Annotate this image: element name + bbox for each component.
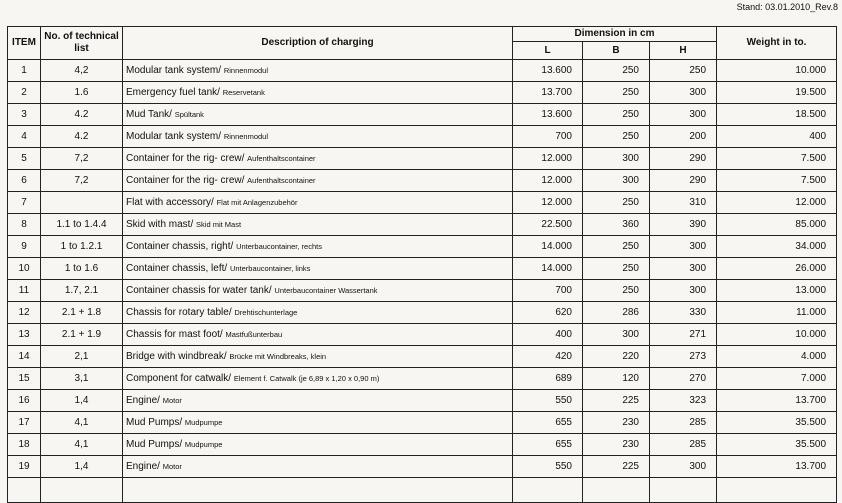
cell-technical-list: 2.1 + 1.8 (41, 302, 123, 324)
table-row (8, 434, 837, 456)
cell-item: 8 (8, 214, 41, 236)
description-german: Aufenthaltscontainer (247, 175, 316, 185)
cell-description (123, 390, 513, 412)
empty-cell (513, 478, 583, 503)
description-english: Container chassis, right/ (126, 240, 234, 252)
cell-length: 400 (513, 324, 583, 346)
table-row (8, 148, 837, 170)
cell-width: 300 (583, 324, 650, 346)
description-german: Element f. Catwalk (je 6,89 x 1,20 x 0,90 m) (233, 373, 380, 383)
cell-length: 12.000 (513, 170, 583, 192)
cell-height: 250 (650, 60, 717, 82)
cell-height: 285 (650, 434, 717, 456)
cell-technical-list: 4,1 (41, 434, 123, 456)
description-english: Emergency fuel tank/ (126, 86, 220, 98)
cell-height: 200 (650, 126, 717, 148)
cell-width: 225 (583, 390, 650, 412)
cell-height: 390 (650, 214, 717, 236)
cell-height: 285 (650, 412, 717, 434)
cell-width: 360 (583, 214, 650, 236)
cell-height: 271 (650, 324, 717, 346)
header-dimension: Dimension in cm (513, 27, 717, 42)
cell-width: 300 (583, 148, 650, 170)
cell-weight: 11.000 (717, 302, 837, 324)
revision-stamp: Stand: 03.01.2010_Rev.8 (736, 2, 838, 12)
cell-width: 250 (583, 192, 650, 214)
cell-height: 300 (650, 104, 717, 126)
cell-weight: 13.700 (717, 390, 837, 412)
table-row (8, 192, 837, 214)
cell-weight: 4.000 (717, 346, 837, 368)
cell-length: 550 (513, 390, 583, 412)
cell-width: 120 (583, 368, 650, 390)
cell-height: 300 (650, 456, 717, 478)
header-weight: Weight in to. (717, 27, 837, 60)
description-english: Chassis for rotary table/ (126, 306, 232, 318)
table-row (8, 390, 837, 412)
cell-description (123, 104, 513, 126)
table-row (8, 214, 837, 236)
description-english: Container chassis for water tank/ (126, 284, 272, 296)
cell-description (123, 170, 513, 192)
description-english: Skid with mast/ (126, 218, 194, 230)
empty-cell (8, 478, 41, 503)
cell-length: 13.700 (513, 82, 583, 104)
cell-description (123, 148, 513, 170)
cell-item: 15 (8, 368, 41, 390)
table-row (8, 368, 837, 390)
cell-technical-list: 2,1 (41, 346, 123, 368)
cell-item: 18 (8, 434, 41, 456)
cell-technical-list: 7,2 (41, 148, 123, 170)
description-english: Chassis for mast foot/ (126, 328, 223, 340)
cell-length: 655 (513, 412, 583, 434)
table-row (8, 412, 837, 434)
cell-length: 655 (513, 434, 583, 456)
description-german: Flat mit Anlagenzubehör (216, 197, 298, 207)
cell-height: 330 (650, 302, 717, 324)
cell-description (123, 192, 513, 214)
cell-length: 700 (513, 280, 583, 302)
header-description: Description of charging (123, 27, 513, 60)
cell-length: 620 (513, 302, 583, 324)
cell-technical-list: 1,4 (41, 456, 123, 478)
description-english: Mud Pumps/ (126, 416, 183, 428)
cell-height: 300 (650, 258, 717, 280)
header-item: ITEM (8, 27, 41, 60)
table-row (8, 258, 837, 280)
cell-item: 16 (8, 390, 41, 412)
cell-technical-list: 4.2 (41, 126, 123, 148)
cell-width: 250 (583, 82, 650, 104)
table-row (8, 126, 837, 148)
description-german: Spültank (174, 109, 204, 119)
cell-description (123, 214, 513, 236)
table-row (8, 82, 837, 104)
cell-length: 689 (513, 368, 583, 390)
cell-technical-list: 1 to 1.6 (41, 258, 123, 280)
cell-length: 22.500 (513, 214, 583, 236)
description-english: Container for the rig- crew/ (126, 152, 245, 164)
description-german: Drehtischunterlage (234, 307, 298, 317)
cell-item: 4 (8, 126, 41, 148)
cell-height: 290 (650, 148, 717, 170)
cell-height: 300 (650, 236, 717, 258)
cell-weight: 19.500 (717, 82, 837, 104)
description-english: Modular tank system/ (126, 64, 222, 76)
description-german: Motor (162, 461, 182, 471)
cell-item: 9 (8, 236, 41, 258)
table-row (8, 280, 837, 302)
cell-length: 12.000 (513, 148, 583, 170)
cell-width: 250 (583, 236, 650, 258)
cell-technical-list: 4,2 (41, 60, 123, 82)
cell-weight: 34.000 (717, 236, 837, 258)
cell-description (123, 258, 513, 280)
cell-weight: 13.700 (717, 456, 837, 478)
cell-length: 420 (513, 346, 583, 368)
description-german: Unterbaucontainer Wassertank (274, 285, 378, 295)
cell-description (123, 456, 513, 478)
cell-width: 250 (583, 60, 650, 82)
cell-weight: 7.500 (717, 170, 837, 192)
cell-height: 273 (650, 346, 717, 368)
description-english: Modular tank system/ (126, 130, 222, 142)
description-english: Flat with accessory/ (126, 196, 214, 208)
description-german: Mudpumpe (184, 439, 223, 449)
cell-description (123, 412, 513, 434)
description-german: Rinnenmodul (223, 65, 269, 75)
description-german: Mastfußunterbau (225, 329, 283, 339)
description-german: Reservetank (222, 87, 265, 97)
description-german: Motor (162, 395, 182, 405)
description-english: Engine/ (126, 460, 160, 472)
cell-weight: 400 (717, 126, 837, 148)
description-english: Container for the rig- crew/ (126, 174, 245, 186)
cell-item: 7 (8, 192, 41, 214)
table-row (8, 104, 837, 126)
empty-cell (650, 478, 717, 503)
cell-weight: 12.000 (717, 192, 837, 214)
table-row (8, 60, 837, 82)
table-row (8, 302, 837, 324)
cell-technical-list: 1,4 (41, 390, 123, 412)
description-english: Component for catwalk/ (126, 372, 232, 384)
cell-length: 13.600 (513, 60, 583, 82)
table-row (8, 456, 837, 478)
cell-item: 14 (8, 346, 41, 368)
description-german: Skid mit Mast (196, 219, 242, 229)
cell-weight: 26.000 (717, 258, 837, 280)
cell-item: 2 (8, 82, 41, 104)
cell-description (123, 126, 513, 148)
empty-row (8, 478, 837, 503)
cell-item: 3 (8, 104, 41, 126)
cell-length: 13.600 (513, 104, 583, 126)
cell-length: 14.000 (513, 258, 583, 280)
cell-description (123, 82, 513, 104)
empty-cell (583, 478, 650, 503)
description-english: Mud Tank/ (126, 108, 172, 120)
cell-height: 323 (650, 390, 717, 412)
cell-technical-list: 1.6 (41, 82, 123, 104)
description-german: Unterbaucontainer, links (229, 263, 311, 273)
cell-width: 225 (583, 456, 650, 478)
cell-weight: 35.500 (717, 434, 837, 456)
cell-item: 13 (8, 324, 41, 346)
header-h: H (650, 42, 717, 60)
cell-description (123, 236, 513, 258)
cell-item: 12 (8, 302, 41, 324)
table-row (8, 236, 837, 258)
charging-table (7, 26, 837, 503)
cell-length: 550 (513, 456, 583, 478)
cell-width: 300 (583, 170, 650, 192)
cell-description (123, 368, 513, 390)
cell-length: 12.000 (513, 192, 583, 214)
empty-cell (41, 478, 123, 503)
cell-weight: 10.000 (717, 324, 837, 346)
cell-weight: 85.000 (717, 214, 837, 236)
cell-weight: 7.000 (717, 368, 837, 390)
table-row (8, 170, 837, 192)
cell-height: 300 (650, 82, 717, 104)
empty-cell (717, 478, 837, 503)
cell-description (123, 280, 513, 302)
cell-width: 286 (583, 302, 650, 324)
description-german: Mudpumpe (184, 417, 223, 427)
cell-item: 19 (8, 456, 41, 478)
description-english: Bridge with windbreak/ (126, 350, 227, 362)
cell-length: 14.000 (513, 236, 583, 258)
cell-item: 5 (8, 148, 41, 170)
cell-weight: 13.000 (717, 280, 837, 302)
cell-weight: 7.500 (717, 148, 837, 170)
cell-item: 17 (8, 412, 41, 434)
cell-width: 250 (583, 258, 650, 280)
cell-width: 220 (583, 346, 650, 368)
empty-cell (123, 478, 513, 503)
cell-description (123, 346, 513, 368)
cell-technical-list: 1 to 1.2.1 (41, 236, 123, 258)
cell-width: 230 (583, 412, 650, 434)
cell-item: 6 (8, 170, 41, 192)
cell-technical-list: 2.1 + 1.9 (41, 324, 123, 346)
description-english: Mud Pumps/ (126, 438, 183, 450)
cell-technical-list: 4.2 (41, 104, 123, 126)
cell-height: 270 (650, 368, 717, 390)
cell-technical-list (41, 192, 123, 214)
cell-technical-list: 7,2 (41, 170, 123, 192)
description-english: Container chassis, left/ (126, 262, 228, 274)
description-english: Engine/ (126, 394, 160, 406)
cell-item: 11 (8, 280, 41, 302)
description-german: Brücke mit Windbreaks, klein (229, 351, 327, 361)
description-german: Aufenthaltscontainer (247, 153, 316, 163)
cell-description (123, 434, 513, 456)
table-row (8, 324, 837, 346)
cell-weight: 18.500 (717, 104, 837, 126)
cell-width: 250 (583, 280, 650, 302)
table-body (8, 60, 837, 503)
cell-length: 700 (513, 126, 583, 148)
cell-width: 250 (583, 104, 650, 126)
cell-height: 310 (650, 192, 717, 214)
description-german: Rinnenmodul (223, 131, 269, 141)
cell-description (123, 60, 513, 82)
cell-description (123, 324, 513, 346)
cell-technical-list: 1.1 to 1.4.4 (41, 214, 123, 236)
cell-height: 290 (650, 170, 717, 192)
header-technical-list: No. of technical list (41, 27, 123, 60)
cell-description (123, 302, 513, 324)
cell-width: 250 (583, 126, 650, 148)
cell-item: 10 (8, 258, 41, 280)
cell-technical-list: 3,1 (41, 368, 123, 390)
header-l: L (513, 42, 583, 60)
cell-weight: 10.000 (717, 60, 837, 82)
cell-item: 1 (8, 60, 41, 82)
table-row (8, 346, 837, 368)
cell-technical-list: 1.7, 2.1 (41, 280, 123, 302)
header-b: B (583, 42, 650, 60)
cell-height: 300 (650, 280, 717, 302)
cell-weight: 35.500 (717, 412, 837, 434)
description-german: Unterbaucontainer, rechts (236, 241, 322, 251)
cell-technical-list: 4,1 (41, 412, 123, 434)
cell-width: 230 (583, 434, 650, 456)
